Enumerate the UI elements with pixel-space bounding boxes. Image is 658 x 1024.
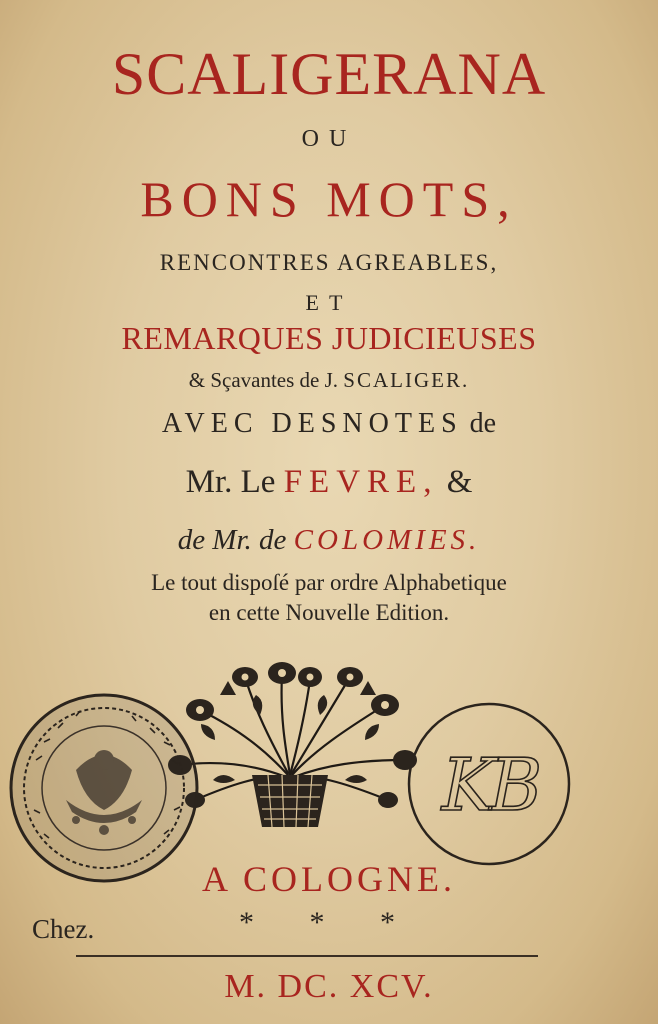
kb-monogram-stamp-icon	[405, 700, 573, 868]
title-rencontres: RENCONTRES AGREABLES,	[159, 250, 499, 275]
title-remarques: REMARQUES JUDICIEUSES	[121, 320, 537, 356]
title-ou: OU	[301, 126, 357, 152]
scavantes-text: & Sçavantes de J.	[188, 368, 344, 392]
de-mr-de: de Mr. de	[177, 524, 294, 556]
imprint-date: M. DC. XCV.	[224, 968, 434, 1005]
title-et: ET	[305, 290, 353, 315]
imprint-place: A COLOGNE.	[202, 859, 456, 899]
imprint-stars: * * *	[239, 906, 419, 939]
imprint-chez: Chez.	[32, 914, 95, 944]
scaliger-name: SCALIGER.	[343, 368, 470, 392]
book-title: SCALIGERANA	[111, 41, 547, 107]
title-tout-line-1: Le tout dispoſé par ordre Alphabetique	[151, 570, 507, 595]
title-fevre-line	[0, 464, 658, 501]
title-tout-line-2: en cette Nouvelle Edition.	[208, 600, 450, 625]
avec-de: de	[462, 408, 497, 439]
title-bons-mots: BONS MOTS,	[140, 171, 518, 227]
mr-le: Mr. Le	[185, 464, 284, 500]
imprint-rule	[76, 955, 538, 957]
avec-desnotes: AVEC DESNOTES	[161, 408, 463, 439]
title-avec-line	[0, 408, 658, 440]
ampersand: &	[438, 464, 473, 500]
fevre-name: FEVRE,	[283, 464, 439, 500]
kb-monogram: KB	[441, 743, 537, 827]
library-seal-stamp-icon	[6, 690, 202, 886]
title-colomies-line	[0, 524, 658, 557]
title-scavantes-line	[0, 368, 658, 393]
colomies-name: COLOMIES.	[293, 524, 481, 556]
